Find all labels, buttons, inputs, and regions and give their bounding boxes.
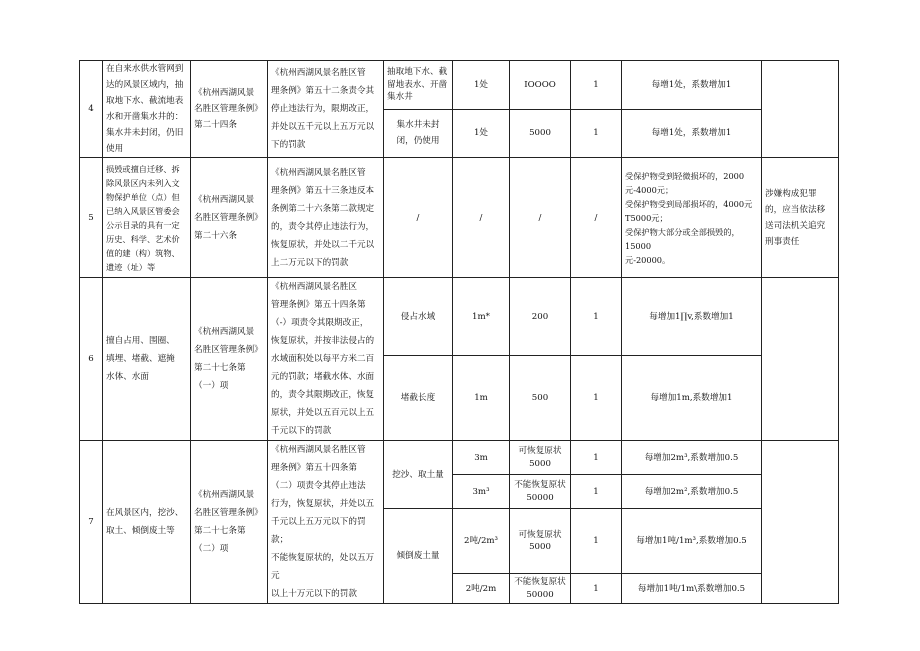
- legal-basis: 《杭州西湖风景 名胜区管理条例》 第二十七条第 （二）项: [191, 441, 268, 604]
- remark-cell: [762, 278, 839, 441]
- remark-cell: [762, 61, 839, 158]
- unit-cell: 3m³: [453, 475, 510, 509]
- penalty-provision: 《杭州西湖风景名胜区管 理条例》第五十二条责令其 停止违法行为，限期改正， 并处以五千元以上五万元以 下的罚款: [268, 61, 384, 158]
- penalty-provision: 《杭州西湖风景名胜区 管理条例》第五十四条第 （-）项责令其限期改正， 恢复原状，并按非法侵占的 水域面积处以每平方米二百 元的罚款；堵截水体、水面 的，责令其限期改正，恢复 原状，并处以五百元以上五 千元以下的罚款: [268, 278, 384, 441]
- factor-cell: 挖沙、取土量: [384, 441, 453, 509]
- increment-rule-cell: 每增1处，系数增加1: [622, 61, 762, 110]
- unit-cell: 1处: [453, 109, 510, 158]
- coefficient-cell: 1: [571, 356, 622, 441]
- base-amount-cell: 500: [510, 356, 571, 441]
- unit-cell: 1m: [453, 356, 510, 441]
- table-row: [80, 61, 839, 110]
- unit-cell: 1处: [453, 61, 510, 110]
- coefficient-cell: 1: [571, 475, 622, 509]
- increment-rule-cell: 每增加2m³,系数增加0.5: [622, 441, 762, 475]
- base-amount-cell: 5000: [510, 109, 571, 158]
- coefficient-cell: 1: [571, 278, 622, 356]
- table-row: [80, 158, 839, 278]
- remark-cell: 涉嫌构成犯罪 的，应当依法移 送司法机关追究 刑事责任: [762, 158, 839, 278]
- row-number: 6: [80, 278, 103, 441]
- violation-item: 在风景区内，挖沙、 取土、倾倒废土等: [103, 441, 191, 604]
- base-amount-cell: 不能恢复原状 50000: [510, 475, 571, 509]
- row-number: 7: [80, 441, 103, 604]
- increment-rule-cell: 每增加1吨/1m³,系数增加0.5: [622, 509, 762, 574]
- remark-cell: [762, 441, 839, 604]
- legal-basis: 《杭州西湖风景 名胜区管理条例》 第二十四条: [191, 61, 268, 158]
- unit-cell: 2吨/2m: [453, 574, 510, 604]
- factor-cell: 倾倒废土量: [384, 509, 453, 604]
- violation-item: 损毁或擅自迁移、拆 除风景区内未列入文 物保护单位（点）但 已纳入风景区管委会 公示目录的具有一定 历史、科学、艺术价 值的建（构）筑物、 遗迹（址）等: [103, 158, 191, 278]
- increment-rule-cell: 每增加1吨/1m\系数增加0.5: [622, 574, 762, 604]
- increment-rule-cell: 每增加1∏v,系数增加1: [622, 278, 762, 356]
- factor-cell: 集水井未封 闭，仍使用: [384, 109, 453, 158]
- penalty-provision: 《杭州西湖风景名胜区管 理条例》第五十四条第 （二）项责令其停止违法 行为，恢复原状，并处以五 千元以上五万元以下的罚款； 不能恢复原状的，处以五万元 以上十万元以下的罚款: [268, 441, 384, 604]
- coefficient-cell: 1: [571, 441, 622, 475]
- coefficient-cell: 1: [571, 61, 622, 110]
- base-amount-cell: 可恢复原状 5000: [510, 441, 571, 475]
- factor-cell: 抽取地下水、截 留地表水、开凿 集水井: [384, 61, 453, 110]
- unit-cell: /: [453, 158, 510, 278]
- factor-cell: /: [384, 158, 453, 278]
- penalty-standard-table: [79, 60, 839, 604]
- table-row: [80, 278, 839, 356]
- coefficient-cell: 1: [571, 574, 622, 604]
- increment-rule-cell: 每增加1m,系数增加1: [622, 356, 762, 441]
- table-row: [80, 441, 839, 475]
- legal-basis: 《杭州西湖风景 名胜区管理条例》 第二十六条: [191, 158, 268, 278]
- row-number: 4: [80, 61, 103, 158]
- violation-item: 在自来水供水管网到 达的风景区域内，抽 取地下水、截流地表 水和开凿集水井的： 集水井未封闭，仍旧 使用: [103, 61, 191, 158]
- unit-cell: 3m: [453, 441, 510, 475]
- base-amount-cell: 200: [510, 278, 571, 356]
- unit-cell: 2吨/2m³: [453, 509, 510, 574]
- factor-cell: 堵截长度: [384, 356, 453, 441]
- base-amount-cell: /: [510, 158, 571, 278]
- penalty-provision: 《杭州西湖风景名胜区管 理条例》第五十三条违反本 条例第二十六条第二款规定 的，责令其停止违法行为， 恢复原状，并处以二千元以 上二万元以下的罚款: [268, 158, 384, 278]
- coefficient-cell: 1: [571, 109, 622, 158]
- row-number: 5: [80, 158, 103, 278]
- increment-rule-cell: 受保护物受到轻微损坏的，2000 元-4000元； 受保护物受到局部损坏的，4000元 T5000元； 受保护物大部分或全部损毁的，15000 元-20000。: [622, 158, 762, 278]
- increment-rule-cell: 每增加2m²,系数增加0.5: [622, 475, 762, 509]
- violation-item: 擅自占用、围圈、 填埋、堵截、遮掩 水体、水面: [103, 278, 191, 441]
- increment-rule-cell: 每增1处，系数增加1: [622, 109, 762, 158]
- base-amount-cell: 不能恢复原状 50000: [510, 574, 571, 604]
- factor-cell: 侵占水域: [384, 278, 453, 356]
- coefficient-cell: /: [571, 158, 622, 278]
- legal-basis: 《杭州西湖风景 名胜区管理条例》 第二十七条第 （一）项: [191, 278, 268, 441]
- unit-cell: 1m*: [453, 278, 510, 356]
- base-amount-cell: IOOOO: [510, 61, 571, 110]
- coefficient-cell: 1: [571, 509, 622, 574]
- base-amount-cell: 可恢复原状 5000: [510, 509, 571, 574]
